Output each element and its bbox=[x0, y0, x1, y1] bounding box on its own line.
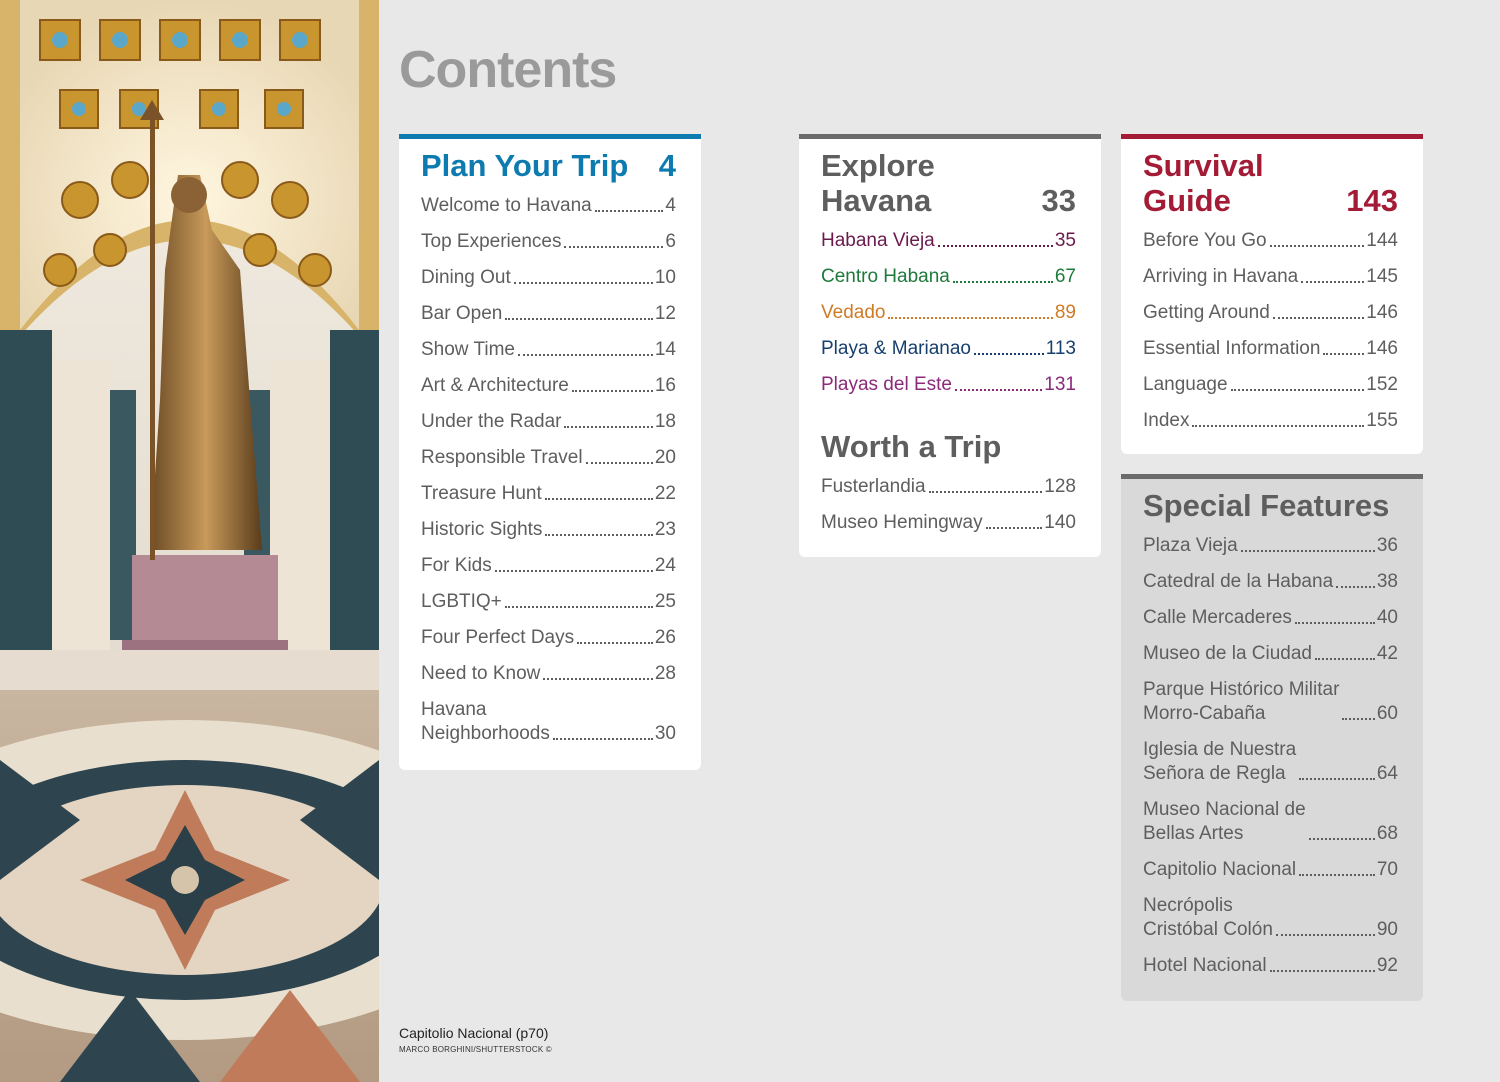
toc-entry-page: 36 bbox=[1376, 535, 1398, 556]
toc-entry-label: Art & Architecture bbox=[421, 375, 569, 396]
toc-entry-label: Before You Go bbox=[1143, 230, 1267, 251]
dot-leader bbox=[1270, 245, 1365, 247]
toc-entry[interactable] bbox=[821, 361, 1076, 397]
toc-entry[interactable] bbox=[1143, 253, 1398, 289]
toc-entry-label: Plaza Vieja bbox=[1143, 535, 1238, 556]
toc-entry[interactable] bbox=[421, 326, 676, 362]
dot-leader bbox=[564, 246, 663, 248]
toc-entry-label-line2: Señora de Regla bbox=[1143, 763, 1286, 784]
toc-entry-label-line1: Havana bbox=[421, 699, 487, 720]
toc-entry-page: 145 bbox=[1366, 266, 1398, 287]
toc-entry[interactable] bbox=[1143, 289, 1398, 325]
toc-entry[interactable] bbox=[421, 650, 676, 686]
dot-leader bbox=[953, 281, 1053, 283]
toc-entry-page: 18 bbox=[654, 411, 676, 432]
dot-leader bbox=[595, 210, 664, 212]
toc-entry-page: 92 bbox=[1376, 955, 1398, 976]
toc-entry-label: Arriving in Havana bbox=[1143, 266, 1299, 287]
toc-entry-label: Welcome to Havana bbox=[421, 195, 592, 216]
survival-accent-bar bbox=[1121, 134, 1423, 139]
toc-entry-label: Playa & Marianao bbox=[821, 338, 971, 359]
toc-entry-label: Vedado bbox=[821, 302, 886, 323]
toc-entry-page: 131 bbox=[1044, 374, 1076, 395]
dot-leader bbox=[572, 390, 653, 392]
dot-leader bbox=[553, 738, 653, 740]
survival-guide-card bbox=[1121, 134, 1423, 454]
plan-entries bbox=[421, 182, 676, 746]
toc-entry-page: 42 bbox=[1376, 643, 1398, 664]
dot-leader bbox=[1299, 874, 1375, 876]
toc-entry-page: 60 bbox=[1376, 703, 1398, 724]
toc-entry[interactable] bbox=[421, 254, 676, 290]
dot-leader bbox=[505, 606, 653, 608]
toc-entry[interactable] bbox=[1143, 666, 1398, 726]
toc-entry-label: Getting Around bbox=[1143, 302, 1270, 323]
photo-caption bbox=[399, 1025, 552, 1054]
dot-leader bbox=[505, 318, 653, 320]
dot-leader bbox=[545, 534, 652, 536]
special-entries bbox=[1143, 522, 1398, 978]
toc-entry-page: 155 bbox=[1366, 410, 1398, 431]
toc-entry[interactable] bbox=[421, 614, 676, 650]
survival-page: 143 bbox=[1346, 183, 1398, 218]
worth-a-trip-entries bbox=[821, 463, 1076, 535]
toc-entry-label bbox=[1143, 798, 1306, 846]
toc-entry-page: 64 bbox=[1376, 763, 1398, 784]
dot-leader bbox=[929, 491, 1043, 493]
dot-leader bbox=[1323, 353, 1364, 355]
dot-leader bbox=[1342, 718, 1374, 720]
special-features-card bbox=[1121, 474, 1423, 1001]
toc-entry-label: Treasure Hunt bbox=[421, 483, 542, 504]
toc-entry-label: Hotel Nacional bbox=[1143, 955, 1267, 976]
toc-entry-page: 67 bbox=[1054, 266, 1076, 287]
toc-entry-page: 128 bbox=[1044, 476, 1076, 497]
toc-entry-page: 16 bbox=[654, 375, 676, 396]
toc-entry-label: Show Time bbox=[421, 339, 515, 360]
toc-entry[interactable] bbox=[1143, 361, 1398, 397]
toc-entry[interactable] bbox=[821, 289, 1076, 325]
toc-entry-label: Dining Out bbox=[421, 267, 511, 288]
toc-entry[interactable] bbox=[421, 578, 676, 614]
dot-leader bbox=[1241, 550, 1375, 552]
dot-leader bbox=[1231, 389, 1365, 391]
toc-entry-page: 24 bbox=[654, 555, 676, 576]
toc-entry[interactable] bbox=[421, 362, 676, 398]
toc-entry-page: 152 bbox=[1366, 374, 1398, 395]
toc-entry-page: 14 bbox=[654, 339, 676, 360]
explore-accent-bar bbox=[799, 134, 1101, 139]
toc-entry-page: 144 bbox=[1366, 230, 1398, 251]
toc-entry-label: Habana Vieja bbox=[821, 230, 935, 251]
toc-entry-page: 40 bbox=[1376, 607, 1398, 628]
toc-entry[interactable] bbox=[1143, 726, 1398, 786]
toc-entry-page: 28 bbox=[654, 663, 676, 684]
toc-entry-page: 146 bbox=[1366, 302, 1398, 323]
toc-entry-label: Index bbox=[1143, 410, 1190, 431]
survival-title-line1: Survival bbox=[1143, 148, 1264, 183]
dot-leader bbox=[1273, 317, 1365, 319]
toc-entry-page: 22 bbox=[654, 483, 676, 504]
toc-entry[interactable] bbox=[1143, 217, 1398, 253]
toc-entry-label: Fusterlandia bbox=[821, 476, 926, 497]
toc-entry-label-line1: Iglesia de Nuestra bbox=[1143, 739, 1297, 760]
toc-entry-label: Capitolio Nacional bbox=[1143, 859, 1297, 880]
dot-leader bbox=[1192, 425, 1364, 427]
dot-leader bbox=[586, 462, 653, 464]
toc-entry[interactable] bbox=[821, 499, 1076, 535]
toc-entry-label-line2: Bellas Artes bbox=[1143, 823, 1244, 844]
explore-page: 33 bbox=[1041, 183, 1076, 218]
toc-entry[interactable] bbox=[1143, 786, 1398, 846]
toc-entry[interactable] bbox=[421, 686, 676, 746]
special-accent-bar bbox=[1121, 474, 1423, 479]
toc-entry-label: Four Perfect Days bbox=[421, 627, 575, 648]
toc-entry[interactable] bbox=[821, 325, 1076, 361]
toc-entry-page: 68 bbox=[1376, 823, 1398, 844]
toc-entry-page: 26 bbox=[654, 627, 676, 648]
toc-entry-label: Top Experiences bbox=[421, 231, 562, 252]
toc-entry[interactable] bbox=[1143, 325, 1398, 361]
toc-entry[interactable] bbox=[1143, 522, 1398, 558]
plan-your-trip-card bbox=[399, 134, 701, 770]
toc-entry[interactable] bbox=[421, 506, 676, 542]
toc-entry-page: 6 bbox=[665, 231, 676, 252]
survival-entries bbox=[1143, 217, 1398, 433]
toc-entry-label: Under the Radar bbox=[421, 411, 562, 432]
dot-leader bbox=[986, 527, 1043, 529]
toc-entry-page: 89 bbox=[1054, 302, 1076, 323]
toc-entry-label-line2: Morro-Cabaña bbox=[1143, 703, 1266, 724]
explore-entries bbox=[821, 217, 1076, 397]
page-title: Contents bbox=[399, 41, 617, 99]
dot-leader bbox=[1301, 281, 1364, 283]
worth-a-trip-heading[interactable]: Worth a Trip bbox=[821, 429, 1002, 464]
toc-entry[interactable] bbox=[821, 253, 1076, 289]
special-heading[interactable]: Special Features bbox=[1143, 488, 1390, 523]
toc-entry[interactable] bbox=[421, 218, 676, 254]
dot-leader bbox=[1276, 934, 1375, 936]
toc-entry-label: Centro Habana bbox=[821, 266, 950, 287]
toc-entry-page: 23 bbox=[654, 519, 676, 540]
toc-entry-page: 25 bbox=[654, 591, 676, 612]
explore-heading[interactable] bbox=[821, 148, 1076, 218]
toc-entry-page: 113 bbox=[1045, 338, 1076, 359]
toc-entry-label: Catedral de la Habana bbox=[1143, 571, 1334, 592]
toc-entry[interactable] bbox=[1143, 846, 1398, 882]
toc-entry-label bbox=[1143, 738, 1296, 786]
toc-entry-label: Calle Mercaderes bbox=[1143, 607, 1292, 628]
explore-havana-card bbox=[799, 134, 1101, 557]
toc-entry[interactable] bbox=[421, 542, 676, 578]
toc-entry[interactable] bbox=[821, 463, 1076, 499]
toc-entry-label bbox=[421, 698, 550, 746]
toc-entry-label: Need to Know bbox=[421, 663, 541, 684]
toc-entry-page: 146 bbox=[1366, 338, 1398, 359]
toc-entry[interactable] bbox=[1143, 558, 1398, 594]
toc-entry[interactable] bbox=[1143, 630, 1398, 666]
dot-leader bbox=[1336, 586, 1375, 588]
toc-entry-page: 35 bbox=[1054, 230, 1076, 251]
dot-leader bbox=[955, 389, 1042, 391]
plan-heading[interactable] bbox=[421, 148, 676, 183]
plan-title: Plan Your Trip bbox=[421, 148, 629, 183]
toc-entry[interactable] bbox=[1143, 397, 1398, 433]
toc-entry-page: 38 bbox=[1376, 571, 1398, 592]
toc-entry-page: 30 bbox=[654, 723, 676, 744]
dot-leader bbox=[564, 426, 652, 428]
toc-entry[interactable] bbox=[1143, 882, 1398, 942]
survival-title-line2: Guide bbox=[1143, 183, 1231, 218]
dot-leader bbox=[545, 498, 653, 500]
toc-entry[interactable] bbox=[821, 217, 1076, 253]
toc-entry-label: Responsible Travel bbox=[421, 447, 583, 468]
toc-entry-label-line2: Cristóbal Colón bbox=[1143, 919, 1273, 940]
toc-entry-label: Essential Information bbox=[1143, 338, 1321, 359]
dot-leader bbox=[543, 678, 653, 680]
toc-entry-label: Language bbox=[1143, 374, 1228, 395]
toc-entry-label-line1: Necrópolis bbox=[1143, 895, 1233, 916]
dot-leader bbox=[1299, 778, 1375, 780]
dot-leader bbox=[1309, 838, 1375, 840]
toc-entry[interactable] bbox=[421, 470, 676, 506]
toc-entry-label bbox=[1143, 894, 1273, 942]
dot-leader bbox=[518, 354, 653, 356]
photo-illustration bbox=[0, 0, 379, 1082]
toc-entry-label-line1: Museo Nacional de bbox=[1143, 799, 1306, 820]
toc-entry-label-line2: Neighborhoods bbox=[421, 723, 550, 744]
dot-leader bbox=[1270, 970, 1375, 972]
toc-entry-page: 140 bbox=[1044, 512, 1076, 533]
dot-leader bbox=[974, 353, 1044, 355]
toc-entry-label: Historic Sights bbox=[421, 519, 543, 540]
cover-photo-capitolio bbox=[0, 0, 379, 1082]
explore-title-line2: Havana bbox=[821, 183, 932, 218]
toc-entry-label: Playas del Este bbox=[821, 374, 952, 395]
toc-entry-page: 12 bbox=[654, 303, 676, 324]
toc-entry[interactable] bbox=[421, 398, 676, 434]
toc-entry[interactable] bbox=[1143, 594, 1398, 630]
toc-entry-label: Museo de la Ciudad bbox=[1143, 643, 1312, 664]
toc-entry-label: For Kids bbox=[421, 555, 492, 576]
toc-entry-page: 20 bbox=[654, 447, 676, 468]
plan-accent-bar bbox=[399, 134, 701, 139]
dot-leader bbox=[1295, 622, 1375, 624]
dot-leader bbox=[577, 642, 653, 644]
toc-entry-page: 10 bbox=[654, 267, 676, 288]
dot-leader bbox=[1315, 658, 1375, 660]
survival-heading[interactable] bbox=[1143, 148, 1398, 218]
dot-leader bbox=[514, 282, 653, 284]
dot-leader bbox=[938, 245, 1053, 247]
dot-leader bbox=[495, 570, 653, 572]
toc-entry-page: 90 bbox=[1376, 919, 1398, 940]
toc-entry-label bbox=[1143, 678, 1339, 726]
caption-title: Capitolio Nacional (p70) bbox=[399, 1025, 549, 1041]
toc-entry-page: 4 bbox=[665, 195, 676, 216]
caption-credit: MARCO BORGHINI/SHUTTERSTOCK © bbox=[399, 1045, 552, 1054]
toc-entry-page: 70 bbox=[1376, 859, 1398, 880]
toc-entry-label: LGBTIQ+ bbox=[421, 591, 502, 612]
toc-entry[interactable] bbox=[1143, 942, 1398, 978]
explore-title-line1: Explore bbox=[821, 148, 935, 183]
toc-entry[interactable] bbox=[421, 182, 676, 218]
toc-entry-label: Museo Hemingway bbox=[821, 512, 983, 533]
toc-entry[interactable] bbox=[421, 434, 676, 470]
plan-page: 4 bbox=[658, 148, 676, 183]
toc-entry-label: Bar Open bbox=[421, 303, 503, 324]
toc-entry-label-line1: Parque Histórico Militar bbox=[1143, 679, 1340, 700]
dot-leader bbox=[888, 317, 1052, 319]
toc-entry[interactable] bbox=[421, 290, 676, 326]
